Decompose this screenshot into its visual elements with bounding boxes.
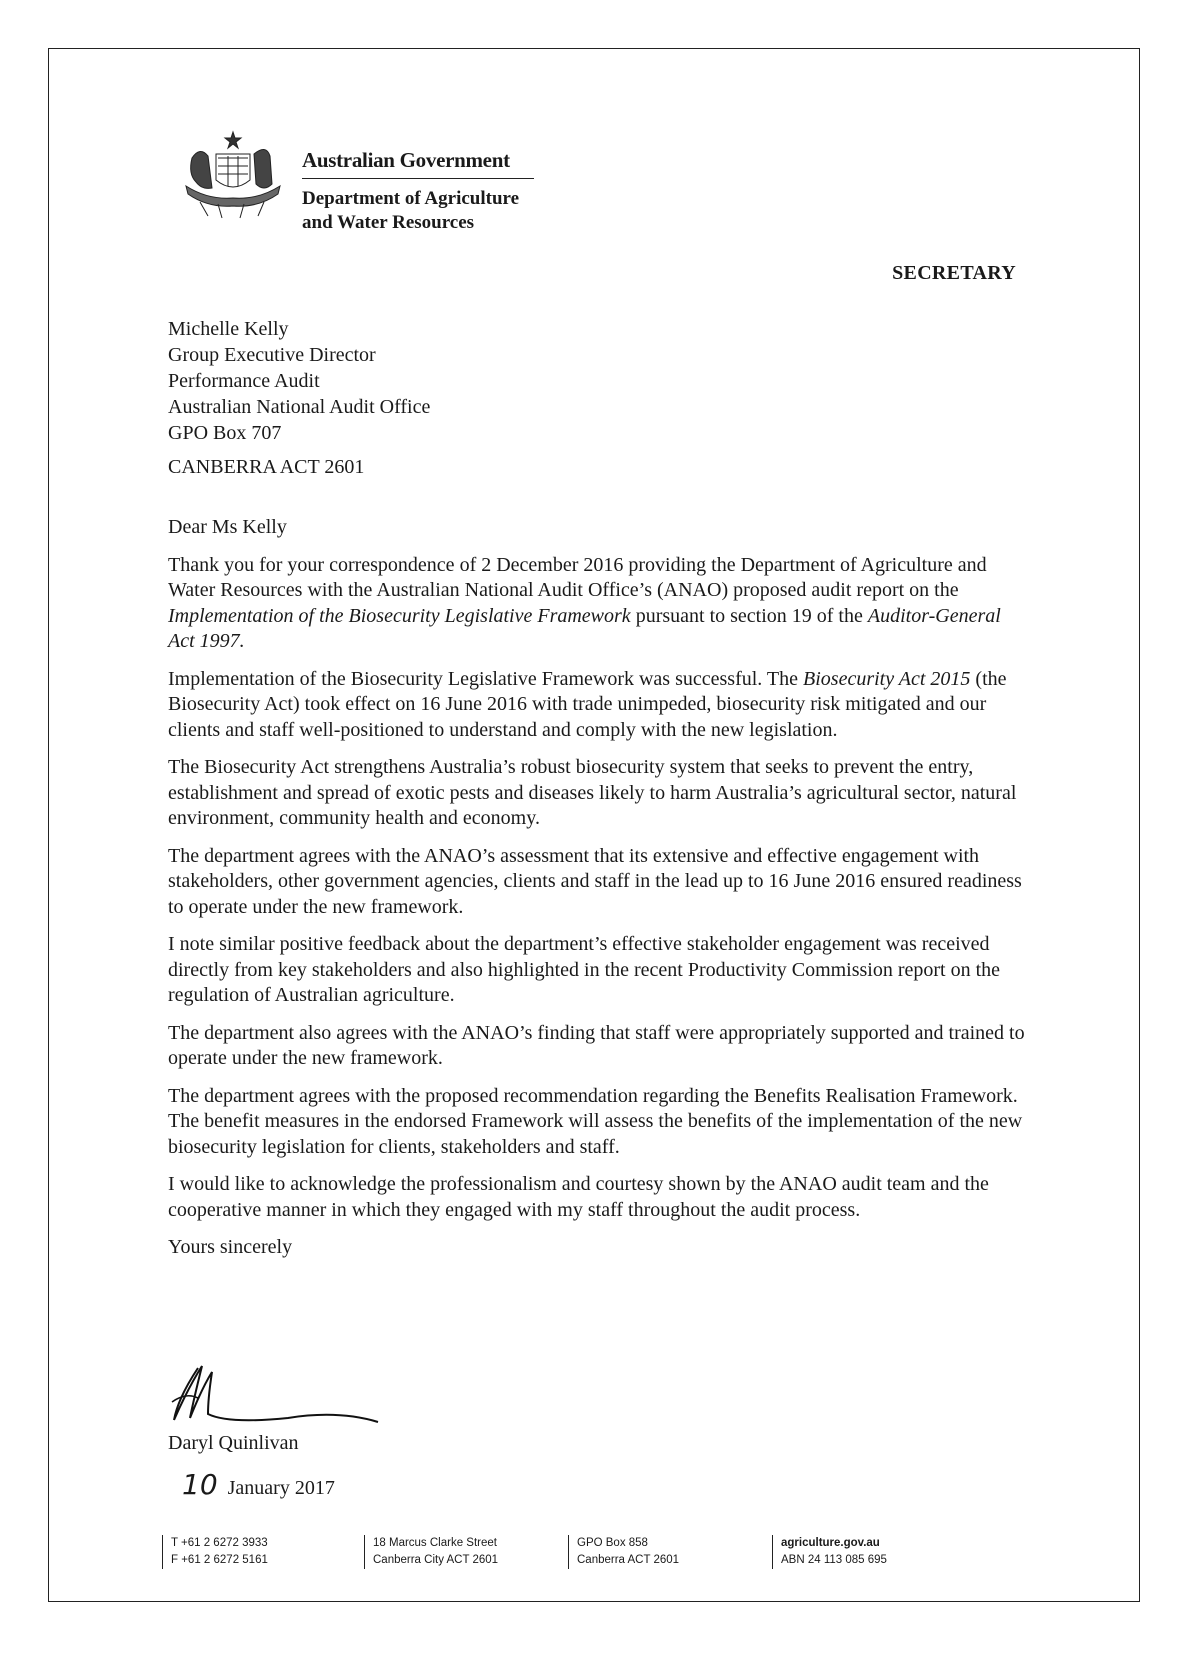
letter-body — [168, 515, 1028, 1273]
recipient-po-box: GPO Box 707 — [168, 422, 282, 444]
paragraph-4: The department agrees with the ANAO’s assessment that its extensive and effective engagement with stakeholders, other government agencies, clients and staff in the lead up to 16 June 2016 ensured readiness to operate under the new framework. — [168, 844, 1022, 918]
paragraph-8: I would like to acknowledge the professionalism and courtesy shown by the ANAO audit team and the cooperative manner in which they engaged with my staff throughout the audit process. — [168, 1173, 989, 1221]
recipient-organisation: Australian National Audit Office — [168, 396, 431, 418]
paragraph-3: The Biosecurity Act strengthens Australia’s robust biosecurity system that seeks to prevent the entry, establishment and spread of exotic pests and diseases likely to harm Australia’s agricultural sector, natural environment, community health and economy. — [168, 756, 1017, 829]
paragraph-6: The department also agrees with the ANAO’s finding that staff were appropriately supported and trained to operate under the new framework. — [168, 1021, 1025, 1069]
department-name-line2: and Water Resources — [302, 212, 475, 233]
footer-street-city: Canberra City ACT 2601 — [373, 1554, 499, 1566]
footer-phone: T +61 2 6272 3933 — [171, 1537, 268, 1549]
footer-phone-block — [162, 1535, 268, 1569]
coat-of-arms-icon — [178, 128, 288, 224]
footer-street-block — [364, 1535, 498, 1569]
paragraph-5: I note similar positive feedback about the department’s effective stakeholder engagement was received directly from key stakeholders and also highlighted in the recent Productivity Commission report on the regulation of Australian agriculture. — [168, 933, 1001, 1006]
recipient-name: Michelle Kelly — [168, 318, 289, 340]
signatory-name: Daryl Quinlivan — [168, 1432, 299, 1454]
recipient-address — [168, 316, 430, 480]
paragraph-2: Implementation of the Biosecurity Legislative Framework was successful. The Biosecurity Act 2015 (the Biosecurity Act) took effect on 16 June 2016 with trade unimpeded, biosecurity risk mitigated and our clients and staff well-positioned to understand and comply with the new legislation. — [168, 667, 1007, 741]
recipient-city: CANBERRA ACT 2601 — [168, 456, 365, 478]
date-month-year: January 2017 — [227, 1477, 335, 1499]
signature — [168, 1358, 398, 1428]
salutation: Dear Ms Kelly — [168, 516, 287, 538]
recipient-title: Group Executive Director — [168, 344, 376, 366]
footer-web-block — [772, 1535, 887, 1569]
closing: Yours sincerely — [168, 1236, 293, 1258]
footer-website[interactable]: agriculture.gov.au — [781, 1537, 880, 1549]
footer-po-box: GPO Box 858 — [577, 1537, 648, 1549]
footer-po-city: Canberra ACT 2601 — [577, 1554, 680, 1566]
footer-street: 18 Marcus Clarke Street — [373, 1537, 497, 1549]
government-name: Australian Government — [302, 148, 510, 172]
footer-po-block — [568, 1535, 679, 1569]
office-title: SECRETARY — [892, 262, 1016, 284]
paragraph-7: The department agrees with the proposed recommendation regarding the Benefits Realisation Framework. The benefit measures in the endorsed Framework will assess the benefits of the implementation of the new biosecurity legislation for clients, stakeholders and staff. — [168, 1084, 1023, 1158]
date-day: 10 — [182, 1468, 218, 1501]
recipient-division: Performance Audit — [168, 370, 320, 392]
footer-fax: F +61 2 6272 5161 — [171, 1554, 268, 1566]
paragraph-1: Thank you for your correspondence of 2 December 2016 providing the Department of Agriculture and Water Resources with the Australian National Audit Office’s (ANAO) proposed audit report on the Implementation of the Biosecurity Legislative Framework pursuant to section 19 of the Auditor-General Act 1997. — [168, 553, 1001, 652]
letterhead-divider — [302, 178, 534, 179]
letter-date — [168, 1468, 335, 1501]
department-name-line1: Department of Agriculture — [302, 188, 520, 209]
footer-abn: ABN 24 113 085 695 — [781, 1554, 887, 1566]
